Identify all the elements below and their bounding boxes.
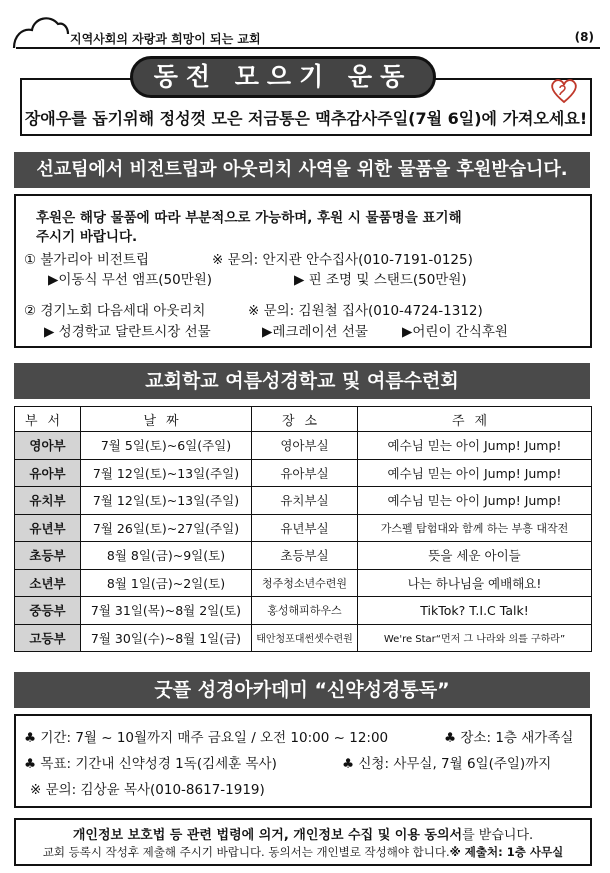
row-date: 7월 30일(수)~8월 1일(금) bbox=[81, 624, 252, 652]
header-dept: 부서 bbox=[15, 407, 81, 432]
coin-campaign-text: 장애우를 돕기위해 정성껏 모은 저금통은 맥추감사주일(7월 6일)에 가져오세요! bbox=[24, 109, 588, 128]
privacy-line-2-text: 교회 등록시 작성후 제출해 주시기 바랍니다. 동의서는 개인별로 작성해야 합니다. bbox=[42, 845, 450, 859]
row-theme: 예수님 믿는 아이 Jump! Jump! bbox=[358, 459, 592, 487]
mission-title: 선교팀에서 비전트립과 아웃리치 사역을 위한 물품을 후원받습니다. bbox=[14, 152, 590, 188]
header-rule bbox=[16, 47, 600, 49]
row-date: 7월 26일(토)~27일(주일) bbox=[81, 514, 252, 542]
privacy-line-1 bbox=[16, 824, 590, 843]
heart-icon bbox=[548, 78, 580, 104]
row-date: 7월 12일(토)~13일(주일) bbox=[81, 487, 252, 515]
row-theme: 가스펠 탐험대와 함께 하는 부흥 대작전 bbox=[358, 514, 592, 542]
header-theme: 주제 bbox=[358, 407, 592, 432]
mission-item-2-c: ▶어린이 간식후원 bbox=[402, 324, 508, 340]
table-header-row bbox=[15, 407, 592, 432]
academy-place: ♣ 장소: 1층 새가족실 bbox=[444, 730, 574, 746]
mission-item-2-b: ▶레크레이션 선물 bbox=[262, 324, 368, 340]
header-title: 지역사회의 자랑과 희망이 되는 교회 bbox=[70, 32, 261, 46]
privacy-line-2-bold: ※ 제출처: 1층 사무실 bbox=[449, 845, 564, 859]
row-place: 유년부실 bbox=[252, 514, 358, 542]
row-date: 8월 1일(금)~2일(토) bbox=[81, 569, 252, 597]
row-place: 유치부실 bbox=[252, 487, 358, 515]
mission-item-1-b: ▶ 핀 조명 및 스탠드(50만원) bbox=[294, 272, 467, 288]
header-place: 장소 bbox=[252, 407, 358, 432]
table-row bbox=[15, 624, 592, 652]
row-dept: 유치부 bbox=[15, 487, 81, 515]
row-dept: 유년부 bbox=[15, 514, 81, 542]
academy-period: ♣ 기간: 7월 ~ 10월까지 매주 금요일 / 오전 10:00 ~ 12:00 bbox=[24, 730, 389, 746]
row-theme: 예수님 믿는 아이 Jump! Jump! bbox=[358, 487, 592, 515]
school-title: 교회학교 여름성경학교 및 여름수련회 bbox=[14, 363, 590, 399]
row-place: 청주청소년수련원 bbox=[252, 569, 358, 597]
row-theme: 뜻을 세운 아이들 bbox=[358, 542, 592, 570]
row-dept: 소년부 bbox=[15, 569, 81, 597]
coin-campaign-title: 동전 모으기 운동 bbox=[130, 56, 436, 98]
row-date: 7월 12일(토)~13일(주일) bbox=[81, 459, 252, 487]
row-theme: 나는 하나님을 예배해요! bbox=[358, 569, 592, 597]
table-row bbox=[15, 432, 592, 460]
page-header bbox=[10, 8, 600, 48]
privacy-line-1-rest: 를 받습니다. bbox=[462, 828, 534, 843]
privacy-notice-box bbox=[14, 818, 592, 866]
school-schedule-table bbox=[14, 406, 592, 652]
row-date: 8월 8일(금)~9일(토) bbox=[81, 542, 252, 570]
table-row bbox=[15, 597, 592, 625]
row-theme: TikTok? T.I.C Talk! bbox=[358, 597, 592, 625]
mission-item-2-a: ▶ 성경학교 달란트시장 선물 bbox=[44, 324, 211, 340]
table-row bbox=[15, 542, 592, 570]
row-date: 7월 5일(토)~6일(주일) bbox=[81, 432, 252, 460]
row-dept: 초등부 bbox=[15, 542, 81, 570]
mission-item-1-contact: ※ 문의: 안지관 안수집사(010-7191-0125) bbox=[212, 252, 473, 268]
row-dept: 영아부 bbox=[15, 432, 81, 460]
table-row bbox=[15, 514, 592, 542]
privacy-line-1-bold: 개인정보 보호법 등 관련 법령에 의거, 개인정보 수집 및 이용 동의서 bbox=[72, 828, 463, 843]
academy-box bbox=[14, 714, 592, 808]
mission-item-2: ② 경기노회 다음세대 아웃리치 bbox=[24, 303, 206, 319]
mission-item-1: ① 불가리아 비전트립 bbox=[24, 252, 150, 268]
row-dept: 중등부 bbox=[15, 597, 81, 625]
academy-goal: ♣ 목표: 기간내 신약성경 1독(김세훈 목사) bbox=[24, 756, 277, 772]
row-place: 태안청포대썬셋수련원 bbox=[252, 624, 358, 652]
mission-item-1-a: ▶이동식 무선 앰프(50만원) bbox=[48, 272, 213, 288]
table-row bbox=[15, 459, 592, 487]
mission-box bbox=[14, 194, 592, 348]
row-place: 홍성해피하우스 bbox=[252, 597, 358, 625]
table-row bbox=[15, 569, 592, 597]
page-number: (8) bbox=[574, 30, 594, 44]
table-row bbox=[15, 487, 592, 515]
header-date: 날짜 bbox=[81, 407, 252, 432]
academy-title: 굿플 성경아카데미 “신약성경통독” bbox=[14, 672, 590, 708]
row-date: 7월 31일(목)~8월 2일(토) bbox=[81, 597, 252, 625]
row-dept: 유아부 bbox=[15, 459, 81, 487]
row-dept: 고등부 bbox=[15, 624, 81, 652]
mission-intro-2: 주시기 바랍니다. bbox=[36, 229, 138, 245]
row-place: 영아부실 bbox=[252, 432, 358, 460]
row-theme: 예수님 믿는 아이 Jump! Jump! bbox=[358, 432, 592, 460]
row-theme: We're Star“먼저 그 나라와 의를 구하라” bbox=[358, 624, 592, 652]
privacy-line-2 bbox=[16, 844, 590, 860]
mission-intro-1: 후원은 해당 물품에 따라 부분적으로 가능하며, 후원 시 물품명을 표기해 bbox=[36, 210, 462, 226]
academy-apply: ♣ 신청: 사무실, 7월 6일(주일)까지 bbox=[342, 756, 552, 772]
mission-item-2-contact: ※ 문의: 김원철 집사(010-4724-1312) bbox=[248, 303, 483, 319]
row-place: 유아부실 bbox=[252, 459, 358, 487]
academy-contact: ※ 문의: 김상윤 목사(010-8617-1919) bbox=[30, 782, 265, 798]
row-place: 초등부실 bbox=[252, 542, 358, 570]
cloud-icon bbox=[10, 8, 70, 50]
